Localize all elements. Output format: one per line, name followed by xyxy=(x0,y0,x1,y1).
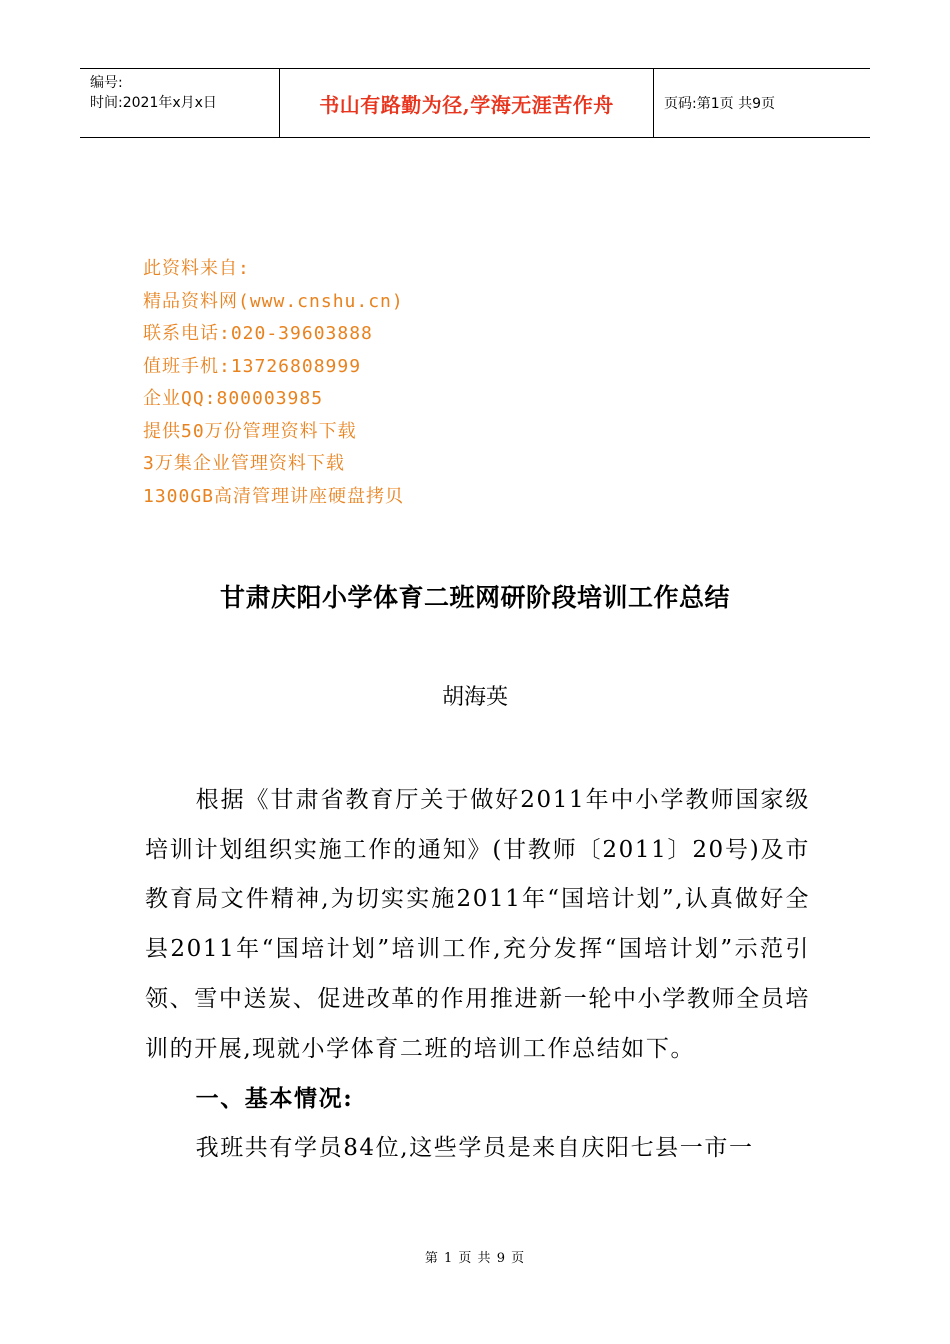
document-title: 甘肃庆阳小学体育二班网研阶段培训工作总结 xyxy=(219,583,730,612)
header-page-cell xyxy=(654,69,870,137)
section-heading: 一、基本情况: xyxy=(195,1085,354,1113)
page-footer: 第 1 页 共 9 页 xyxy=(424,1251,526,1266)
header-motto-cell xyxy=(280,69,654,137)
document-author: 胡海英 xyxy=(441,685,508,710)
document-body xyxy=(145,776,810,1174)
body-paragraph: 我班共有学员84位,这些学员是来自庆阳七县一市一 xyxy=(195,1134,754,1161)
document-time-label: 时间:2021年x月x日 xyxy=(90,95,217,111)
source-info-block xyxy=(143,253,404,513)
header-motto: 书山有路勤为径,学海无涯苦作舟 xyxy=(319,92,614,117)
source-line: 联系电话:020-39603888 xyxy=(143,323,373,344)
source-line: 精品资料网(www.cnshu.cn) xyxy=(143,290,404,312)
header-page-info: 页码:第1页 共9页 xyxy=(664,96,775,112)
source-line: 3万集企业管理资料下载 xyxy=(143,453,345,474)
source-line: 此资料来自: xyxy=(143,258,250,279)
document-number-label: 编号: xyxy=(90,75,123,91)
source-line: 提供50万份管理资料下载 xyxy=(143,420,357,442)
source-line: 1300GB高清管理讲座硬盘拷贝 xyxy=(143,485,405,507)
header-meta-cell xyxy=(80,69,280,137)
body-paragraph: 根据《甘肃省教育厅关于做好2011年中小学教师国家级培训计划组织实施工作的通知》(甘教师〔2011〕20号)及市教育局文件精神,为切实实施2011年“国培计划”,认真做好全县2011年“国培计划”培训工作,充分发挥“国培计划”示范引领、雪中送炭、促进改革的作用推进新一轮中小学教师全员培训的开展,现就小学体育二班的培训工作总结如下。 xyxy=(145,787,810,1062)
source-line: 值班手机:13726808999 xyxy=(143,355,362,377)
header-table xyxy=(80,68,870,138)
source-line: 企业QQ:800003985 xyxy=(143,388,324,409)
